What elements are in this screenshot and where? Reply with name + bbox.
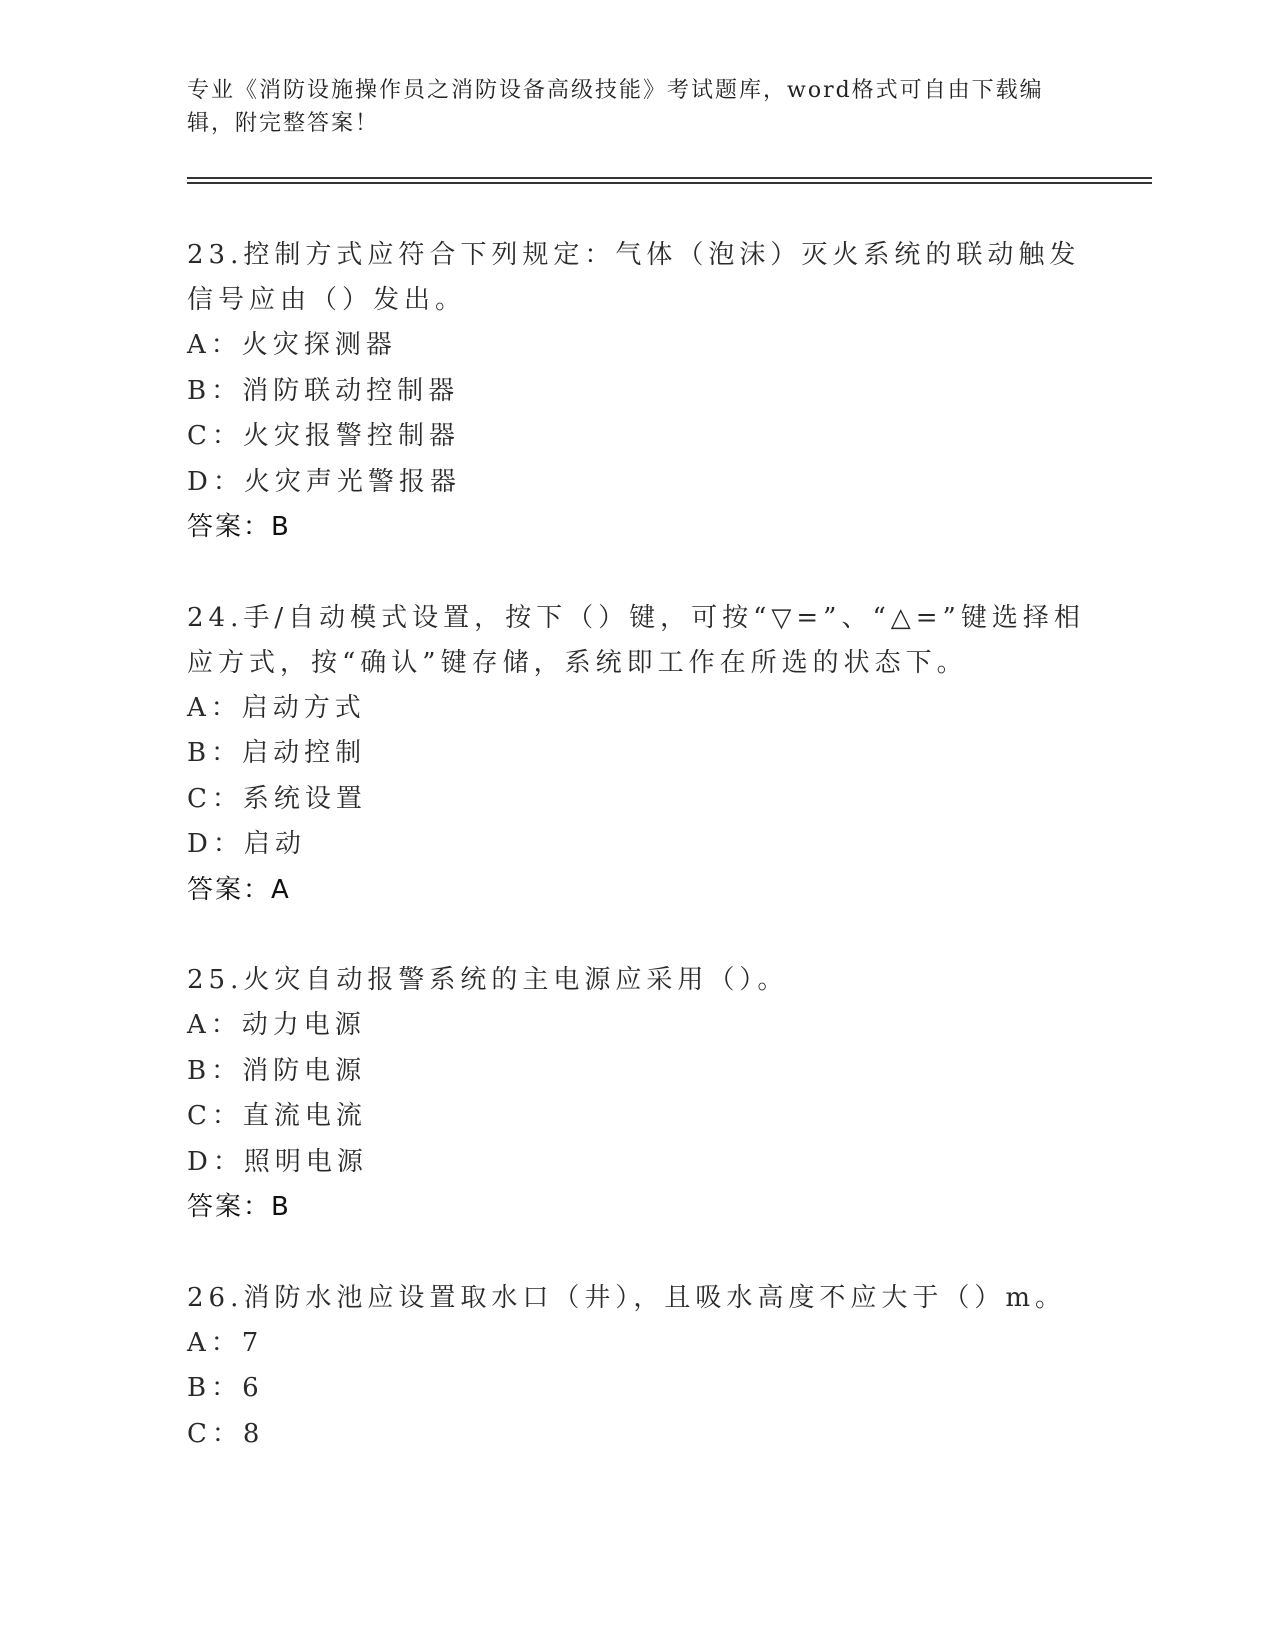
option-b: B：6: [187, 1373, 264, 1403]
option-a: A：7: [187, 1327, 264, 1358]
question-24: [187, 596, 1087, 914]
answer: 答案：B: [187, 1192, 291, 1222]
option-a: A：动力电源: [187, 1010, 366, 1040]
option-d: D：火灾声光警报器: [187, 466, 461, 497]
question-stem: 25.火灾自动报警系统的主电源应采用（）。: [187, 965, 789, 995]
option-c: C：直流电流: [187, 1101, 367, 1131]
option-c: C：8: [187, 1418, 265, 1449]
question-23: [187, 233, 1087, 551]
answer: 答案：A: [187, 874, 291, 905]
option-b: B：消防电源: [187, 1055, 367, 1086]
option-d: D：启动: [187, 829, 306, 859]
answer: 答案：B: [187, 512, 291, 542]
option-c: C：火灾报警控制器: [187, 421, 460, 451]
document-header: 专业《消防设施操作员之消防设备高级技能》考试题库，word格式可自由下载编辑，附完整答案！: [187, 78, 1044, 136]
option-a: A：启动方式: [187, 692, 366, 723]
header-divider-top: [187, 177, 1152, 179]
question-list: [187, 233, 1087, 1502]
question-stem: 23.控制方式应符合下列规定：气体（泡沫）灭火系统的联动触发信号应由（）发出。: [187, 240, 1081, 315]
question-26: [187, 1276, 1087, 1458]
header-divider-bottom: [187, 182, 1152, 184]
option-b: B：启动控制: [187, 738, 367, 768]
question-stem: 24.手/自动模式设置，按下（）键，可按“▽=”、“△=”键选择相应方式，按“确认”键存储，系统即工作在所选的状态下。: [187, 602, 1085, 678]
option-a: A：火灾探测器: [187, 330, 397, 360]
question-25: [187, 958, 1087, 1231]
option-d: D：照明电源: [187, 1146, 368, 1177]
option-b: B：消防联动控制器: [187, 375, 460, 406]
question-stem: 26.消防水池应设置取水口（井），且吸水高度不应大于（）m。: [187, 1282, 1067, 1313]
option-c: C：系统设置: [187, 783, 367, 814]
